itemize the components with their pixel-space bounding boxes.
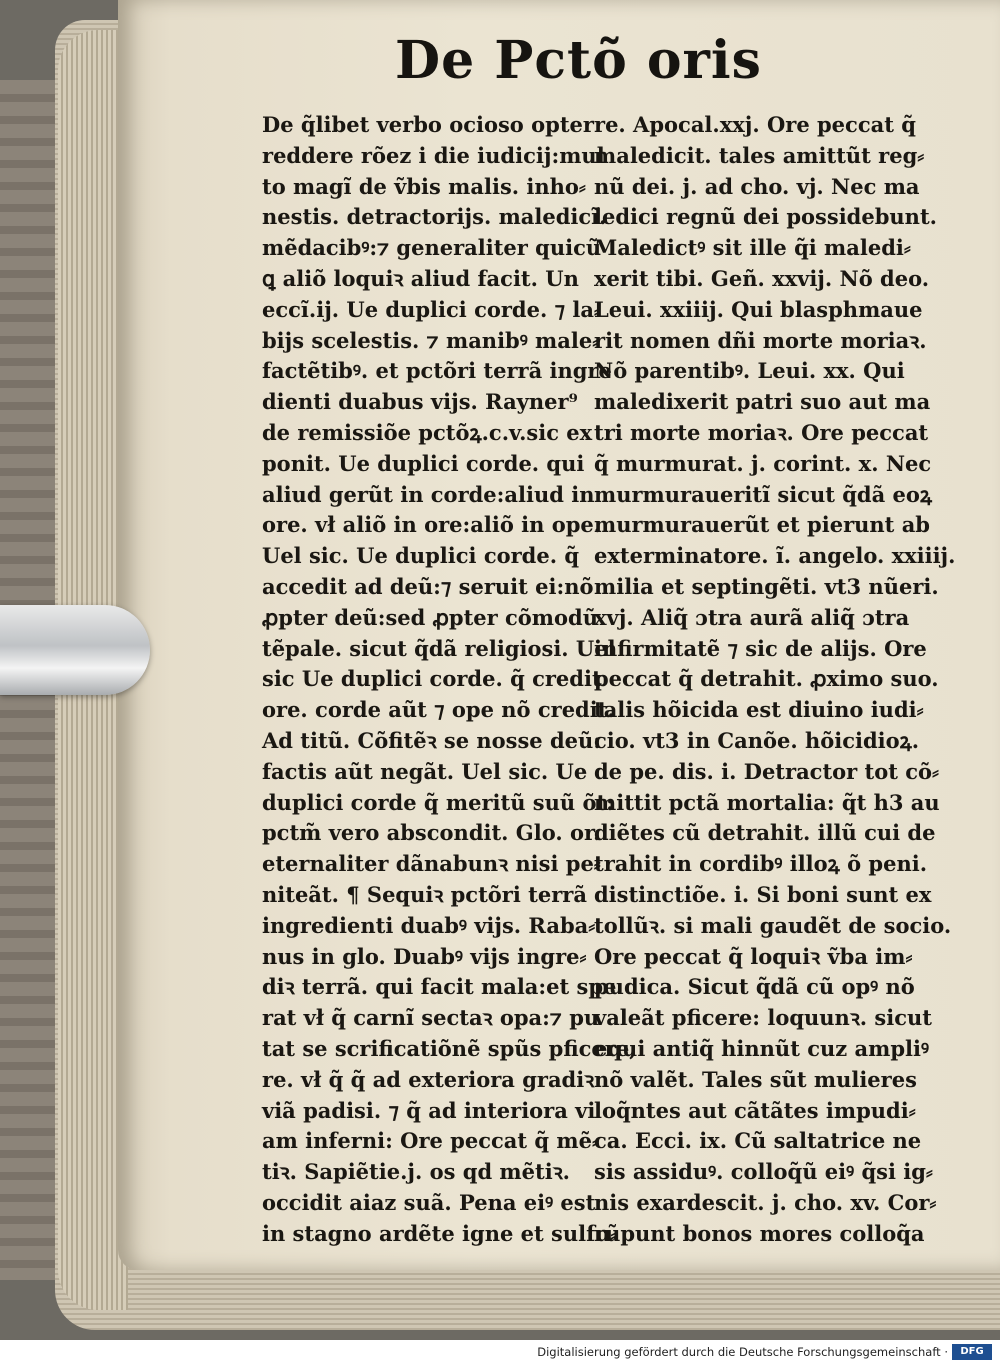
text-line: trahit in cordibꝰ illoꝝ õ peni. <box>594 851 928 877</box>
text-line: ꝗ aliõ loquiꝛ aliud facit. Un <box>262 265 579 291</box>
text-line: infirmitatẽ ⁊ sic de alijs. Ore <box>594 635 927 661</box>
text-line: Uel sic. Ue duplici corde. q̃ <box>262 543 580 569</box>
text-line: tri morte moriaꝛ. Ore peccat <box>594 419 929 445</box>
text-line: diꝛ terrã. qui facit mala:et spe <box>262 974 617 1000</box>
text-line: reddere rõez i die iudicij:mul <box>262 142 605 168</box>
text-line: tẽpale. sicut q̃dã religiosi. Uel <box>262 635 616 661</box>
text-line: accedit ad deũ:⁊ seruit ei:nõ <box>262 573 594 599</box>
running-header: De Pctõ oris <box>395 30 762 91</box>
text-line: distinctiõe. i. Si boni sunt ex <box>594 881 932 907</box>
text-line: mittit pctã mortalia: q̃t h3 au <box>594 789 940 815</box>
text-line: xerit tibi. Geñ. xxvij. Nõ deo. <box>594 265 930 291</box>
text-line: ore. corde aũt ⁊ ope nõ credit. <box>262 697 615 723</box>
text-line: pctm̃ vero abscondit. Glo. or. <box>262 820 601 846</box>
text-line: in stagno ardẽte igne et sulfu⸗ <box>262 1220 618 1246</box>
text-line: loq̃ntes aut cãtãtes impudi⸗ <box>594 1097 916 1123</box>
text-line: niteãt. ¶ Sequiꝛ pctõri terrã <box>262 881 587 907</box>
funding-notice: Digitalisierung gefördert durch die Deutsche Forschungsgemeinschaft · <box>537 1345 948 1359</box>
text-line: rũpunt bonos mores colloq̃a <box>594 1220 925 1246</box>
text-line: murmurauerũt et pierunt ab <box>594 512 930 538</box>
text-line: murmuraueritĩ sicut q̃dã eoꝝ <box>594 481 933 507</box>
text-line: nũ dei. j. ad cho. vj. Nec ma <box>594 173 920 199</box>
text-line: cio. vt3 in Canõe. hõicidioꝝ. <box>594 727 920 753</box>
left-text-column <box>262 110 637 1249</box>
text-line: nis exardescit. j. cho. xv. Cor⸗ <box>594 1189 937 1215</box>
text-line: maledixerit patri suo aut ma <box>594 389 931 415</box>
right-text-column <box>594 110 956 1249</box>
text-line: ꝓpter deũ:sed ꝓpter cõmodũ <box>262 604 598 630</box>
text-line: re. vł q̃ q̃ ad exteriora gradiꝛ <box>262 1066 595 1092</box>
text-line: tat se scrificatiõnẽ spũs pficere, <box>262 1035 637 1061</box>
text-line: xvj. Aliq̃ ɔtra aurã aliq̃ ɔtra <box>594 604 910 630</box>
text-line: equi antiq̃ hinnũt cuz ampliꝰ <box>594 1035 929 1061</box>
text-line: Leui. xxiiij. Qui blasphmaue <box>594 296 923 322</box>
text-line: ingredienti duabꝰ vijs. Raba⸗ <box>262 912 596 938</box>
text-line: sis assiduꝰ. colloq̃ũ eiꝰ q̃si ig⸗ <box>594 1159 933 1185</box>
text-line: factẽtibꝰ. et pctõri terrã ingre <box>262 358 612 384</box>
text-line: aliud gerũt in corde:aliud in <box>262 481 595 507</box>
text-line: rit nomen dñi morte moriaꝛ. <box>594 327 927 353</box>
text-line: de pe. dis. i. Detractor tot cõ⸗ <box>594 758 940 784</box>
text-line: ca. Ecci. ix. Cũ saltatrice ne <box>594 1128 922 1154</box>
text-line: talis hõicida est diuino iudi⸗ <box>594 697 924 723</box>
text-line: am inferni: Ore peccat q̃ mẽ⸗ <box>262 1128 599 1154</box>
text-line: duplici corde q̃ meritũ suũ õt: <box>262 789 614 815</box>
text-line: eternaliter dãnabunꝛ nisi pe⸗ <box>262 851 601 877</box>
text-line: tollũꝛ. si mali gaudẽt de socio. <box>594 912 952 938</box>
text-line: nõ valẽt. Tales sũt mulieres <box>594 1066 917 1092</box>
book-clip <box>0 605 150 695</box>
text-line: Ad titũ. Cõfitẽꝛ se nosse deũ: <box>262 727 602 753</box>
text-line: ore. vł aliõ in ore:aliõ in ope. <box>262 512 602 538</box>
footer-bar <box>0 1340 1000 1366</box>
text-line: to magĩ de ṽbis malis. inho⸗ <box>262 173 586 199</box>
text-line: nestis. detractorijs. maledicĩ. <box>262 204 607 230</box>
text-line: viã padisi. ⁊ q̃ ad interiora vi <box>262 1097 596 1123</box>
text-line: ponit. Ue duplici corde. qui <box>262 450 585 476</box>
dfg-logo: DFG <box>952 1344 992 1360</box>
text-line: pudica. Sicut q̃dã cũ opꝰ nõ <box>594 974 915 1000</box>
text-line: eccĩ.ij. Ue duplici corde. ⁊ la⸗ <box>262 296 601 322</box>
text-line: ledici regnũ dei possidebunt. <box>594 204 937 230</box>
text-line: dienti duabus vijs. Rayner⁹ <box>262 389 578 415</box>
text-line: Ore peccat q̃ loquiꝛ ṽba im⸗ <box>594 943 913 969</box>
text-line: diẽtes cũ detrahit. illũ cui de <box>594 820 936 846</box>
text-line: maledicit. tales amittũt reg⸗ <box>594 142 925 168</box>
text-line: rat vł q̃ carnĩ sectaꝛ opa:⁊ pu <box>262 1005 600 1031</box>
text-line: sic Ue duplici corde. q̃ credit <box>262 666 602 692</box>
text-line: nus in glo. Duabꝰ vijs ingre⸗ <box>262 943 587 969</box>
text-line: peccat q̃ detrahit. ꝓximo suo. <box>594 666 939 692</box>
text-line: exterminatore. ĩ. angelo. xxiiij. <box>594 543 956 569</box>
text-line: q̃ murmurat. j. corint. x. Nec <box>594 450 932 476</box>
text-line: valeãt pficere: loquunꝛ. sicut <box>594 1005 932 1031</box>
text-line: tiꝛ. Sapiẽtie.j. os qd mẽtiꝛ. <box>262 1159 570 1185</box>
text-line: bijs scelestis. ⁊ manibꝰ male⸗ <box>262 327 600 353</box>
text-line: mẽdacibꝰ:⁊ generaliter quicũ <box>262 235 602 261</box>
text-line: Maledictꝰ sit ille q̃i maledi⸗ <box>594 235 911 261</box>
text-line: De q̃libet verbo ocioso opter <box>262 112 594 137</box>
text-line: re. Apocal.xxj. Ore peccat q̃ <box>594 112 916 137</box>
text-line: occidit aiaz suã. Pena eiꝰ est <box>262 1189 596 1215</box>
text-line: milia et septingẽti. vt3 nũeri. <box>594 573 939 599</box>
text-line: factis aũt negãt. Uel sic. Ue <box>262 758 588 784</box>
text-line: Nõ parentibꝰ. Leui. xx. Qui <box>594 358 905 384</box>
text-line: de remissiõe pctõꝝ.c.v.sic ex <box>262 419 593 445</box>
